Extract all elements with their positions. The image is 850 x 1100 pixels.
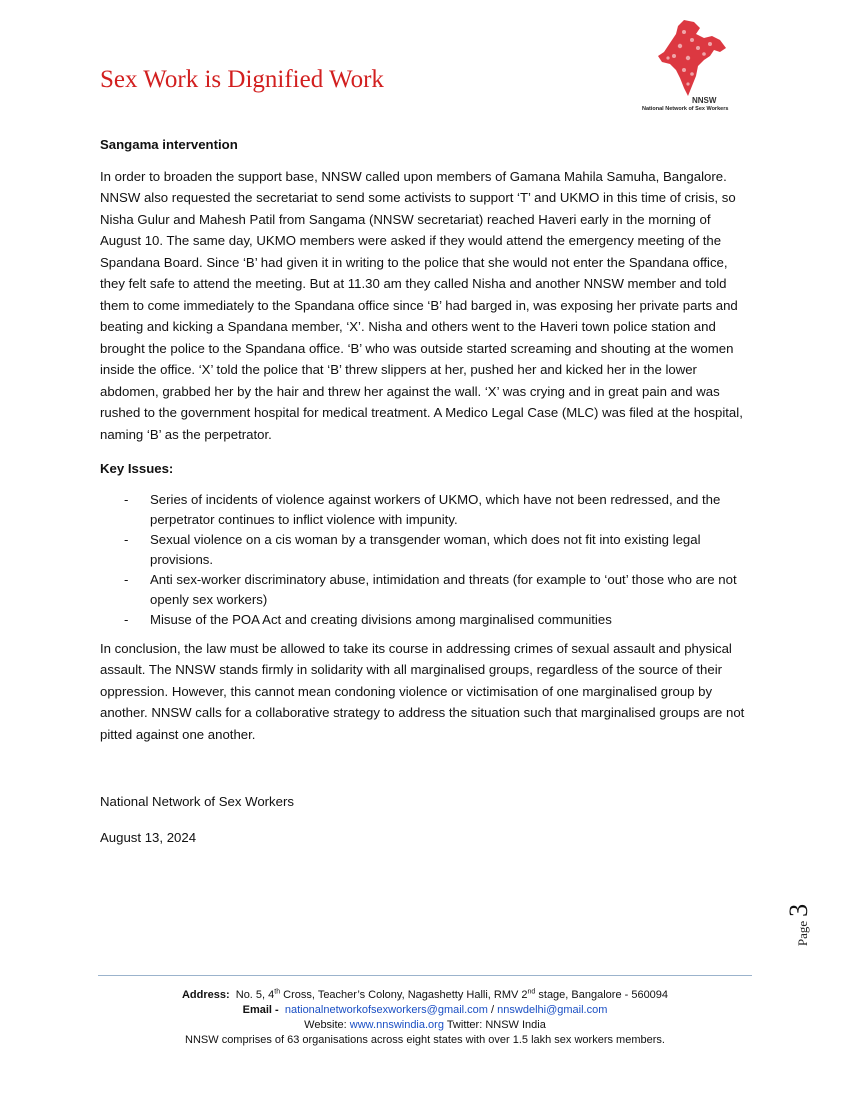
footer-divider: [98, 975, 752, 976]
list-item: [100, 570, 748, 610]
section-heading: Sangama intervention: [100, 137, 238, 152]
email-label: Email -: [242, 1004, 279, 1016]
address-sup1: th: [274, 988, 281, 996]
list-item-text: Misuse of the POA Act and creating divisions among marginalised communities: [150, 611, 612, 627]
list-item: [100, 530, 748, 570]
key-issues-list: [100, 490, 748, 630]
document-body: [100, 134, 748, 862]
email-link-primary[interactable]: nationalnetworkofsexworkers@gmail.com: [284, 1004, 488, 1016]
page-word: Page: [795, 920, 811, 947]
list-item: [100, 490, 748, 530]
address-part1: No. 5, 4: [235, 989, 275, 1001]
twitter-handle: Twitter: NNSW India: [446, 1019, 546, 1031]
email-link-delhi[interactable]: nnswdelhi@gmail.com: [497, 1004, 608, 1016]
signoff-organisation: National Network of Sex Workers: [100, 794, 294, 809]
signoff-date: August 13, 2024: [100, 829, 197, 845]
website-link[interactable]: www.nnswindia.org: [349, 1019, 444, 1031]
logo-subtitle: National Network of Sex Workers: [642, 106, 729, 112]
address-sup2: nd: [527, 988, 536, 996]
footer-website: [98, 1018, 752, 1033]
sangama-paragraph: In order to broaden the support base, NNSW called upon members of Gamana Mahila Samuha, Bangalore. NNSW also requested the secretariat to send some activists to support ‘T’ and UKMO in this time of crisis, so Nisha Gulur and Mahesh Patil from Sangama (NNSW secretariat) reached Haveri early in the morning of August 10. The same day, UKMO members were asked if they would attend the emergency meeting of the Spandana Board. Since ‘B’ had given it in writing to the police that she would not enter the Spandana office, they felt safe to attend the meeting. But at 11.30 am they called Nisha and another NNSW member and told them to come immediately to the Spandana office since ‘B’ had barged in, was exposing her private parts and beating and kicking a Spandana member, ‘X’. Nisha and others went to the Haveri town police station and brought the police to the Spandana office. ‘B’ who was outside started screaming and shouting at the women inside the office. ‘X’ told the police that ‘B’ threw slippers at her, pushed her and kicked her in the lower abdomen, grabbed her by the hair and threw her against the wall. ‘X’ was crying and in great pain and was rushed to the government hospital for medical treatment. A Medico Legal Case (MLC) was filed at the hospital, naming ‘B’ as the perpetrator.: [100, 168, 743, 442]
list-item-text: Series of incidents of violence against workers of UKMO, which have not been redressed, and the perpetrator continues to inflict violence with impunity.: [150, 491, 721, 527]
address-part2: Cross, Teacher’s Colony, Nagashetty Halli, RMV 2: [280, 989, 528, 1001]
nnsw-logo: [636, 18, 746, 114]
footer-email: [98, 1003, 752, 1018]
footer-address: [98, 988, 752, 1003]
page-number: [784, 900, 828, 950]
india-map-icon: [654, 18, 728, 98]
address-part3: stage, Bangalore - 560094: [535, 989, 669, 1001]
bullet-dash: -: [124, 611, 129, 627]
page-header-title: Sex Work is Dignified Work: [100, 66, 384, 93]
bullet-dash: -: [124, 571, 129, 587]
address-label: Address:: [181, 989, 230, 1001]
list-item-text: Anti sex-worker discriminatory abuse, intimidation and threats (for example to ‘out’ those who are not openly sex workers): [150, 571, 737, 607]
list-item: [100, 610, 748, 630]
list-item-text: Sexual violence on a cis woman by a transgender woman, which does not fit into existing legal provisions.: [150, 531, 701, 567]
key-issues-heading: Key Issues:: [100, 461, 174, 476]
bullet-dash: -: [124, 491, 129, 507]
conclusion-paragraph: In conclusion, the law must be allowed to take its course in addressing crimes of sexual assault and physical assault. The NNSW stands firmly in solidarity with all marginalised groups, regardless of the source of their oppression. However, this cannot mean condoning violence or victimisation of one marginalised group by another. NNSW calls for a collaborative strategy to address the situation such that marginalised groups are not pitted against one another.: [100, 640, 745, 742]
website-label: Website:: [304, 1019, 347, 1031]
footer-note: NNSW comprises of 63 organisations across eight states with over 1.5 lakh sex workers members.: [185, 1034, 665, 1046]
email-separator: /: [491, 1004, 495, 1016]
bullet-dash: -: [124, 531, 129, 547]
footer: [98, 988, 752, 1048]
page-number-value: 3: [784, 903, 814, 917]
logo-acronym: NNSW: [692, 96, 717, 105]
